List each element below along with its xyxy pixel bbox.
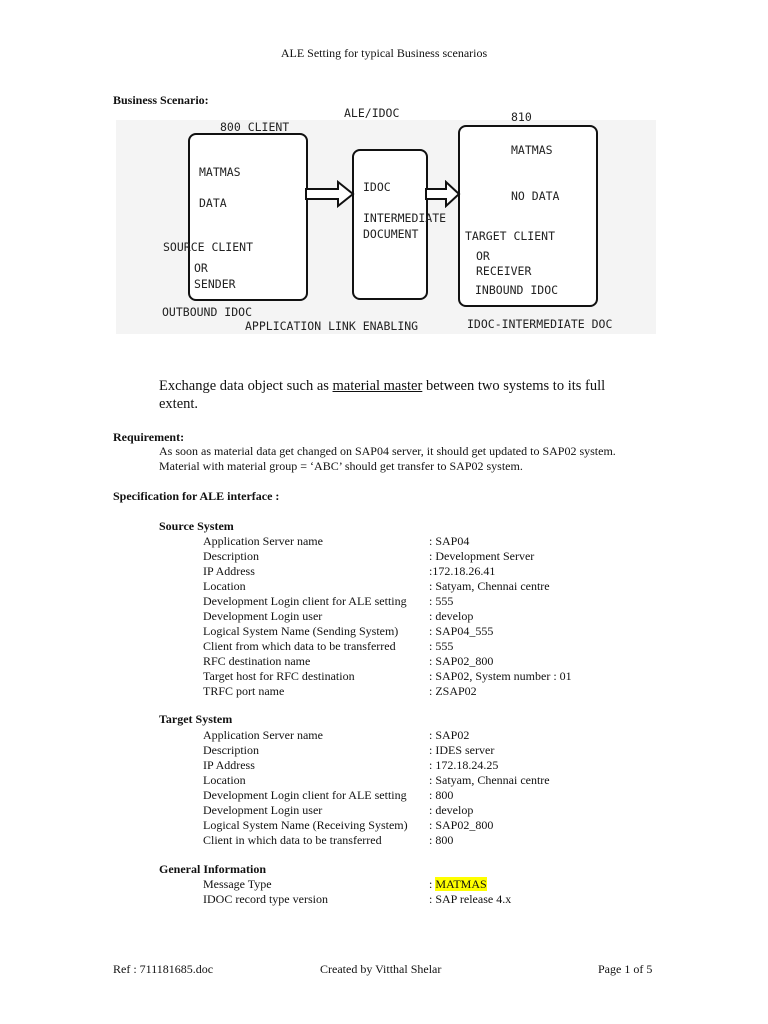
left-sender: SENDER — [194, 277, 236, 291]
arrow-right-icon — [305, 180, 355, 208]
spec-row-label: Location — [203, 579, 246, 593]
spec-row-label: Development Login user — [203, 609, 323, 623]
spec-row-value: : IDES server — [429, 743, 495, 757]
requirement-line-1: As soon as material data get changed on SAP04 server, it should get updated to SAP02 system. — [159, 444, 616, 458]
right-matmas: MATMAS — [511, 143, 553, 157]
left-source-client: SOURCE CLIENT — [163, 240, 254, 254]
right-inbound-idoc: INBOUND IDOC — [475, 283, 559, 297]
source-system-heading: Source System — [159, 519, 234, 533]
spec-row-label: Logical System Name (Sending System) — [203, 624, 399, 638]
message-type-prefix: : — [429, 877, 436, 891]
material-master-link: material master — [332, 378, 423, 394]
spec-row-label: Logical System Name (Receiving System) — [203, 818, 408, 832]
application-link-enabling-label: APPLICATION LINK ENABLING — [245, 319, 419, 333]
mid-idoc: IDOC — [363, 180, 391, 194]
spec-row-value: : 800 — [429, 833, 454, 847]
business-scenario-heading: Business Scenario: — [113, 93, 209, 107]
left-matmas: MATMAS — [199, 165, 241, 179]
label-810: 810 — [511, 110, 532, 124]
right-target-client: TARGET CLIENT — [465, 229, 556, 243]
mid-document: DOCUMENT — [363, 227, 419, 241]
spec-row-value: : SAP04 — [429, 534, 470, 548]
mid-intermediate: INTERMEDIATE — [363, 211, 447, 225]
spec-row-value: : SAP02, System number : 01 — [429, 669, 572, 683]
spec-row-value: : develop — [429, 803, 474, 817]
target-system-heading: Target System — [159, 712, 233, 726]
exchange-text-before: Exchange data object such as — [159, 378, 333, 394]
message-type-value — [429, 877, 487, 892]
idoc-intermediate-doc-label: IDOC-INTERMEDIATE DOC — [467, 317, 613, 331]
right-no-data: NO DATA — [511, 189, 560, 203]
spec-row-label: Description — [203, 549, 259, 563]
spec-row-label: RFC destination name — [203, 654, 311, 668]
general-information-heading: General Information — [159, 862, 266, 876]
spec-row-label: Development Login user — [203, 803, 323, 817]
spec-row-label: IP Address — [203, 564, 255, 578]
left-data: DATA — [199, 196, 227, 210]
spec-row-label: TRFC port name — [203, 684, 285, 698]
spec-row-value: : SAP04_555 — [429, 624, 494, 638]
spec-row-value: : SAP02 — [429, 728, 470, 742]
spec-row-value: : 555 — [429, 639, 454, 653]
exchange-text-after: between two systems to its full — [422, 378, 606, 394]
requirement-line-2: Material with material group = ‘ABC’ should get transfer to SAP02 system. — [159, 459, 523, 473]
spec-row-label: IP Address — [203, 758, 255, 772]
idoc-version-value: : SAP release 4.x — [429, 892, 512, 906]
spec-row-value: : 172.18.24.25 — [429, 758, 499, 772]
idoc-version-label: IDOC record type version — [203, 892, 328, 906]
spec-row-value: : 555 — [429, 594, 454, 608]
page-title: ALE Setting for typical Business scenarios — [280, 46, 488, 60]
right-receiver: RECEIVER — [476, 264, 532, 278]
spec-row-value: : ZSAP02 — [429, 684, 477, 698]
message-type-highlight: MATMAS — [435, 877, 487, 891]
spec-row-value: : 800 — [429, 788, 454, 802]
spec-row-label: Client from which data to be transferred — [203, 639, 396, 653]
footer-ref: Ref : 711181685.doc — [113, 962, 214, 976]
spec-row-label: Development Login client for ALE setting — [203, 788, 407, 802]
label-800-client: 800 CLIENT — [220, 120, 290, 134]
spec-row-value: :172.18.26.41 — [429, 564, 496, 578]
outbound-idoc-label: OUTBOUND IDOC — [162, 305, 253, 319]
exchange-text-line2: extent. — [159, 396, 199, 412]
spec-row-value: : SAP02_800 — [429, 818, 494, 832]
spec-row-label: Development Login client for ALE setting — [203, 594, 407, 608]
footer-created-by: Created by Vitthal Shelar — [320, 962, 442, 976]
label-ale-idoc: ALE/IDOC — [344, 106, 400, 120]
spec-row-value: : SAP02_800 — [429, 654, 494, 668]
exchange-text — [159, 377, 605, 395]
spec-row-label: Target host for RFC destination — [203, 669, 355, 683]
message-type-label: Message Type — [203, 877, 272, 891]
spec-heading: Specification for ALE interface : — [113, 489, 280, 503]
left-or: OR — [194, 261, 208, 275]
spec-row-label: Location — [203, 773, 246, 787]
requirement-heading: Requirement: — [113, 430, 185, 444]
spec-row-label: Client in which data to be transferred — [203, 833, 382, 847]
footer-page: Page 1 of 5 — [598, 962, 653, 976]
spec-row-value: : Satyam, Chennai centre — [429, 773, 550, 787]
spec-row-value: : Development Server — [429, 549, 535, 563]
spec-row-label: Description — [203, 743, 259, 757]
spec-row-label: Application Server name — [203, 728, 323, 742]
spec-row-value: : Satyam, Chennai centre — [429, 579, 550, 593]
spec-row-value: : develop — [429, 609, 474, 623]
spec-row-label: Application Server name — [203, 534, 323, 548]
arrow-right-icon — [425, 180, 461, 208]
right-or: OR — [476, 249, 490, 263]
source-client-box — [188, 133, 308, 301]
